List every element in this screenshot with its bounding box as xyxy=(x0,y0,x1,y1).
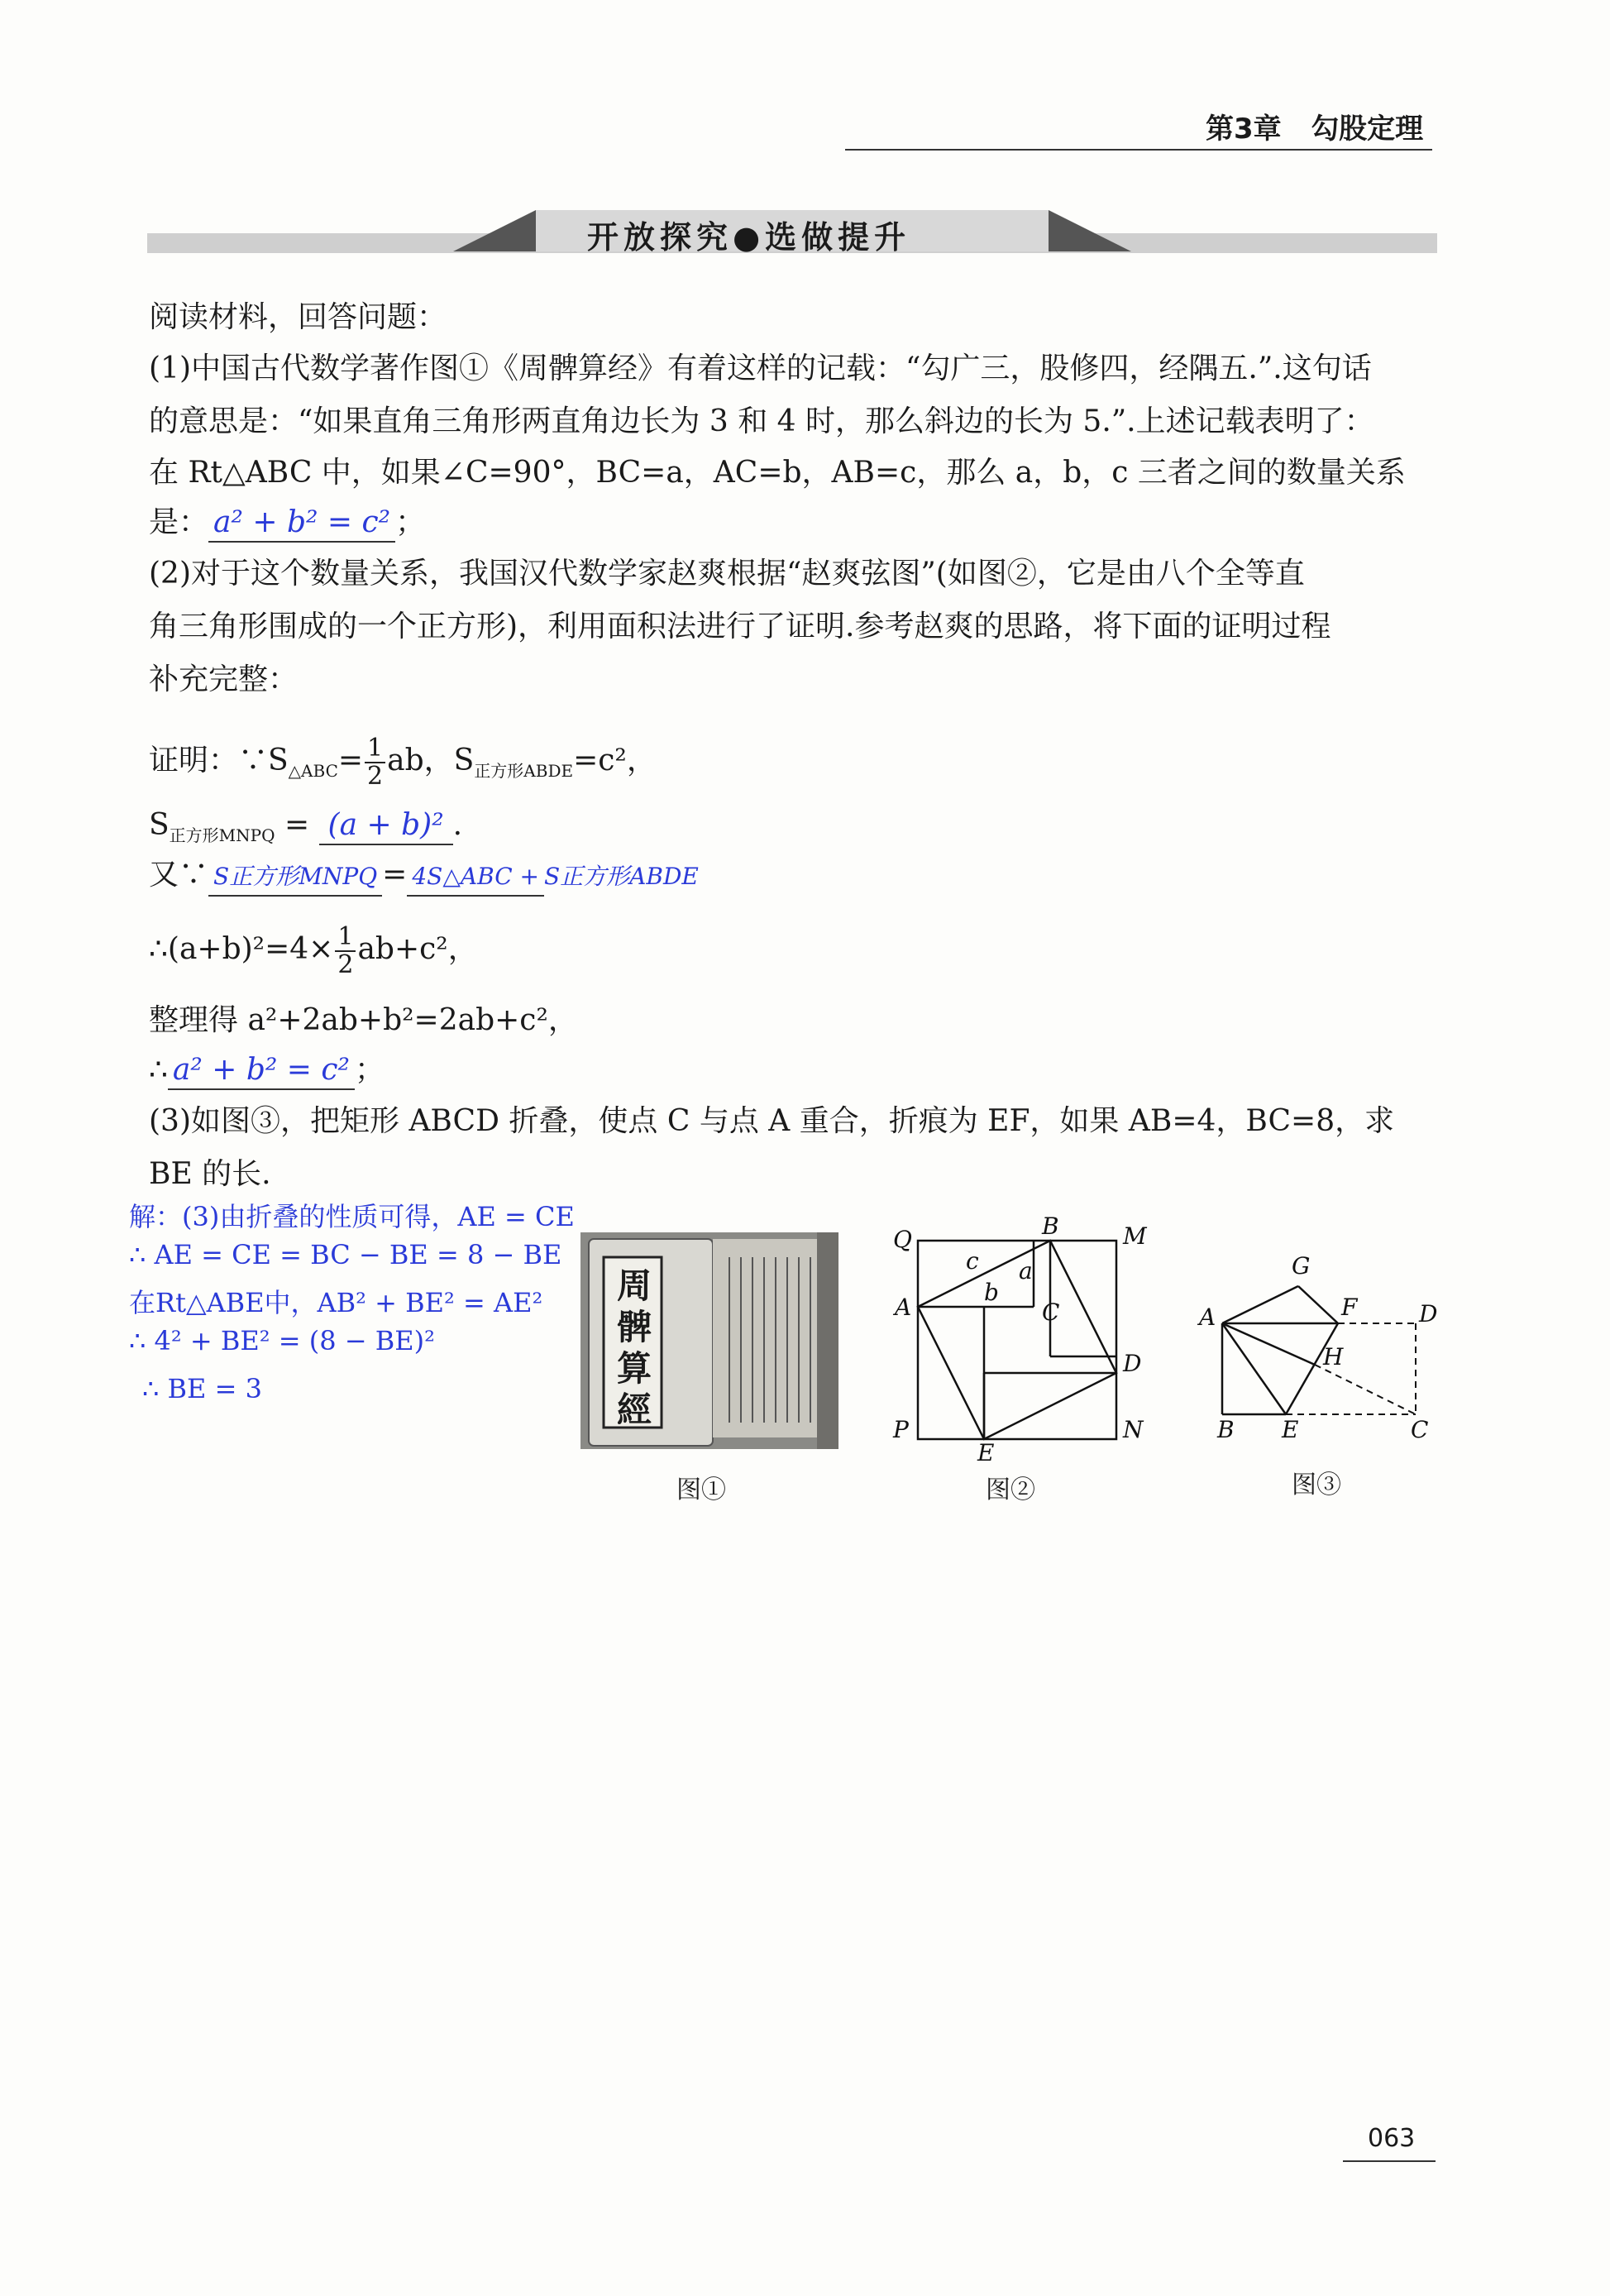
label-B: B xyxy=(1042,1213,1059,1240)
proof6-suffix: ； xyxy=(354,1053,385,1087)
proof1-end: =c²， xyxy=(573,744,657,777)
label-F: F xyxy=(1341,1294,1358,1321)
label-D: D xyxy=(1123,1350,1142,1377)
proof4-num: 1 xyxy=(335,924,356,952)
part1-answer: a² + b² = c² xyxy=(208,505,395,543)
part1-line2: 的意思是：“如果直角三角形两直角边长为 3 和 4 时，那么斜边的长为 5.”.上述记载表明了： xyxy=(149,404,1374,438)
proof6-answer: a² + b² = c² xyxy=(168,1052,355,1090)
part1-line3: 在 Rt△ABC 中，如果∠C=90°，BC=a，AC=b，AB=c，那么 a，b，c 三者之间的数量关系 xyxy=(149,456,1406,490)
proof3-eq: = xyxy=(382,858,408,892)
proof1-sub1: △ABC xyxy=(288,761,338,782)
proof-line2 xyxy=(149,807,462,854)
banner-right-wing xyxy=(1049,210,1131,251)
proof4-end: ab+c²， xyxy=(357,932,478,966)
label-P: P xyxy=(893,1416,909,1443)
label-c: c xyxy=(966,1247,979,1275)
proof4-fraction xyxy=(335,924,356,978)
intro-text: 阅读材料，回答问题： xyxy=(149,300,447,334)
proof-line6 xyxy=(149,1052,385,1090)
solution-line1: 解：(3)由折叠的性质可得，AE = CE xyxy=(129,1201,575,1232)
proof2-prefix: S xyxy=(149,808,170,842)
part1-line1: (1)中国古代数学著作图①《周髀算经》有着这样的记载：“勾广三，股修四，经隅五.”.这句话 xyxy=(149,352,1372,385)
proof-line3 xyxy=(149,857,699,897)
proof1-prefix: 证明：∵S xyxy=(149,744,289,777)
book-spine xyxy=(817,1232,838,1449)
proof2-end: . xyxy=(452,808,463,842)
label-G: G xyxy=(1292,1252,1311,1280)
part1-line4-suffix: ； xyxy=(395,505,426,539)
solution-line2: ∴ AE = CE = BC − BE = 8 − BE xyxy=(129,1239,562,1270)
proof1-sub2: 正方形ABDE xyxy=(474,761,574,782)
side-ag xyxy=(1222,1286,1298,1323)
proof4-den: 2 xyxy=(337,950,354,979)
part1-line4-prefix: 是： xyxy=(149,505,209,539)
proof3-answer-a: S正方形MNPQ xyxy=(208,859,382,897)
proof4-prefix: ∴(a+b)²=4× xyxy=(149,932,334,966)
part3-line1: (3)如图③，把矩形 ABCD 折叠，使点 C 与点 A 重合，折痕为 EF，如果 AB=4，BC=8，求 xyxy=(149,1104,1395,1138)
banner-left-wing xyxy=(453,210,536,251)
figure1-book-title: 周髀算經 xyxy=(616,1265,652,1430)
proof-line4 xyxy=(149,916,478,983)
label-H: H xyxy=(1323,1343,1344,1370)
figure2-caption: 图② xyxy=(986,1476,1035,1504)
label-a: a xyxy=(1019,1257,1033,1284)
figure2-diagram xyxy=(893,1213,1147,1466)
proof2-eq: = xyxy=(284,808,310,842)
solution-line3: 在Rt△ABE中，AB² + BE² = AE² xyxy=(129,1287,543,1318)
label-B: B xyxy=(1217,1416,1235,1443)
proof3-answer-c: S正方形ABDE xyxy=(543,863,699,890)
footer-rule xyxy=(1343,2160,1436,2162)
part2-line1: (2)对于这个数量关系，我国汉代数学家赵爽根据“赵爽弦图”(如图②，它是由八个全等直 xyxy=(149,557,1305,591)
proof1-after: ab，S xyxy=(387,744,475,777)
label-E: E xyxy=(1282,1416,1299,1443)
part2-line2: 角三角形围成的一个正方形)，利用面积法进行了证明.参考赵爽的思路，将下面的证明过程 xyxy=(149,610,1331,643)
square-abde xyxy=(918,1241,1116,1439)
label-D: D xyxy=(1419,1300,1438,1327)
proof1-fraction xyxy=(365,735,385,790)
chapter-number: 第3章 xyxy=(1206,112,1282,146)
banner-title: 开放探究●选做提升 xyxy=(587,219,911,256)
proof-line5: 整理得 a²+2ab+b²=2ab+c²， xyxy=(149,1003,578,1037)
figure3-diagram xyxy=(1199,1232,1447,1443)
page-number: 063 xyxy=(1368,2124,1416,2153)
proof1-num: 1 xyxy=(365,735,385,763)
label-Q: Q xyxy=(893,1226,912,1253)
proof-line1 xyxy=(149,728,657,804)
square-mnpq xyxy=(918,1241,1116,1439)
chapter-header xyxy=(1206,106,1423,146)
label-E: E xyxy=(977,1439,995,1466)
dashed-hc xyxy=(1315,1365,1416,1414)
proof3-prefix: 又∵ xyxy=(149,858,209,892)
side-gf xyxy=(1298,1286,1338,1323)
part2-line3: 补充完整： xyxy=(149,662,299,696)
label-M: M xyxy=(1123,1222,1147,1250)
label-C: C xyxy=(1042,1299,1060,1326)
part3-line2: BE 的长. xyxy=(149,1157,271,1191)
proof1-den: 2 xyxy=(367,762,384,791)
label-C: C xyxy=(1411,1416,1429,1443)
figure1-caption: 图① xyxy=(676,1476,726,1504)
label-b: b xyxy=(984,1279,999,1306)
label-A: A xyxy=(895,1294,912,1321)
proof1-mid: = xyxy=(337,744,364,777)
label-A: A xyxy=(1199,1303,1216,1331)
proof6-prefix: ∴ xyxy=(149,1053,168,1087)
chapter-title: 勾股定理 xyxy=(1311,112,1424,146)
figure3-caption: 图③ xyxy=(1292,1471,1341,1500)
proof2-answer: (a + b)² xyxy=(319,807,453,845)
solution-line4: ∴ 4² + BE² = (8 − BE)² xyxy=(129,1325,435,1356)
solution-line5: ∴ BE = 3 xyxy=(142,1373,262,1404)
label-N: N xyxy=(1123,1416,1144,1443)
header-rule xyxy=(845,149,1432,151)
part1-line4 xyxy=(149,505,425,543)
proof3-answer-b: 4S△ABC + xyxy=(407,859,544,897)
proof2-sub: 正方形MNPQ xyxy=(169,825,275,846)
